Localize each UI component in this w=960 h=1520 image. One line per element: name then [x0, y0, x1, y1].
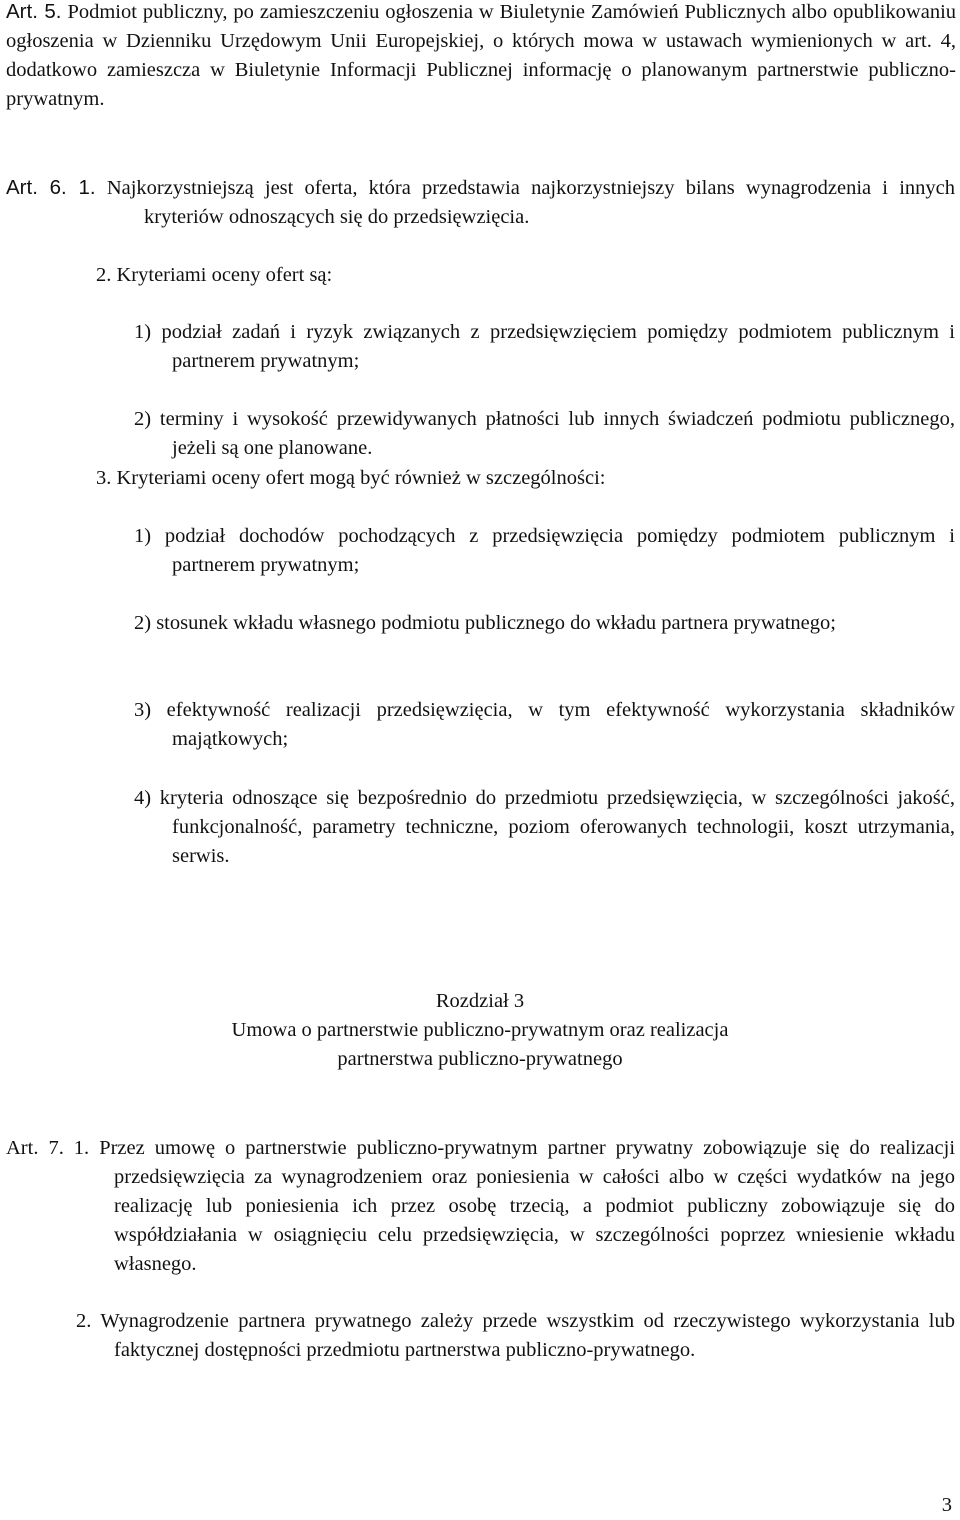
art6-p1 [6, 173, 955, 232]
art7-p1-text: Przez umowę o partnerstwie publiczno-prywatnym partner prywatny zobowiązuje się do realizacji przedsięwzięcia za wynagrodzeniem oraz poniesienia w całości albo w części wydatków na jego realizację lub poniesienia ich przez osobę trzecią, a podmiot publiczny zobowiązuje się do współdziałania w osiągnięciu celu przedsięwzięcia, w szczególności poprzez wniesienie wkładu własnego. [99, 1137, 956, 1275]
art6-p3-label: 3. [96, 467, 112, 489]
art7-label: Art. 7. 1. [6, 1137, 90, 1159]
chapter-title-line-1: Umowa o partnerstwie publiczno-prywatnym oraz realizacja [231, 1019, 729, 1041]
art5-label: Art. 5. [6, 0, 62, 23]
art7-p2-text: Wynagrodzenie partnera prywatnego zależy przede wszystkim od rzeczywistego wykorzystania lub faktycznej dostępności przedmiotu partnerstwa publiczno-prywatnego. [100, 1310, 955, 1361]
page-number: 3 [941, 1494, 952, 1516]
chapter-number: Rozdział 3 [435, 990, 525, 1012]
art6-p2 [96, 261, 956, 290]
art6-p2-item-2: 2) terminy i wysokość przewidywanych płatności lub innych świadczeń podmiotu publicznego, jeżeli są one planowane. [134, 408, 955, 459]
art7-p2-label: 2. [76, 1310, 92, 1332]
art6-p3-item-4: 4) kryteria odnoszące się bezpośrednio do przedmiotu przedsięwzięcia, w szczególności jakość, funkcjonalność, parametry techniczne, poziom oferowanych technologii, koszt utrzymania, serwis. [134, 787, 955, 867]
art7-p1 [6, 1134, 956, 1279]
chapter-title-line-2: partnerstwa publiczno-prywatnego [337, 1048, 623, 1070]
art6-p1-text: Najkorzystniejszą jest oferta, która przedstawia najkorzystniejszy bilans wynagrodzenia i innych kryteriów odnoszących się do przedsięwzięcia. [106, 177, 955, 228]
art6-p3-item-3: 3) efektywność realizacji przedsięwzięcia, w tym efektywność wykorzystania składników majątkowych; [134, 699, 955, 750]
art6-p3-item-1: 1) podział dochodów pochodzących z przedsięwzięcia pomiędzy podmiotem publicznym i partnerem prywatnym; [134, 525, 955, 576]
art6-p2-label: 2. [96, 264, 112, 286]
art6-p3-text: Kryteriami oceny ofert mogą być również w szczególności: [116, 467, 606, 489]
art5-text: Podmiot publiczny, po zamieszczeniu ogłoszenia w Biuletynie Zamówień Publicznych albo opublikowaniu ogłoszenia w Dzienniku Urzędowym Unii Europejskiej, o których mowa w ustawach wymienionych w art. 4, dodatkowo zamieszcza w Biuletynie Informacji Publicznej informację o planowanym partnerstwie publiczno-prywatnym. [6, 1, 957, 110]
art6-p2-text: Kryteriami oceny ofert są: [116, 264, 333, 286]
art7-p2 [76, 1307, 955, 1365]
art6-label: Art. 6. 1. [6, 176, 96, 199]
art6-p3-item-2: 2) stosunek wkładu własnego podmiotu publicznego do wkładu partnera prywatnego; [134, 612, 836, 634]
art6-p2-item-1: 1) podział zadań i ryzyk związanych z przedsięwzięciem pomiędzy podmiotem publicznym i partnerem prywatnym; [134, 321, 955, 372]
art5-paragraph [6, 0, 956, 114]
art6-p3 [96, 464, 956, 493]
